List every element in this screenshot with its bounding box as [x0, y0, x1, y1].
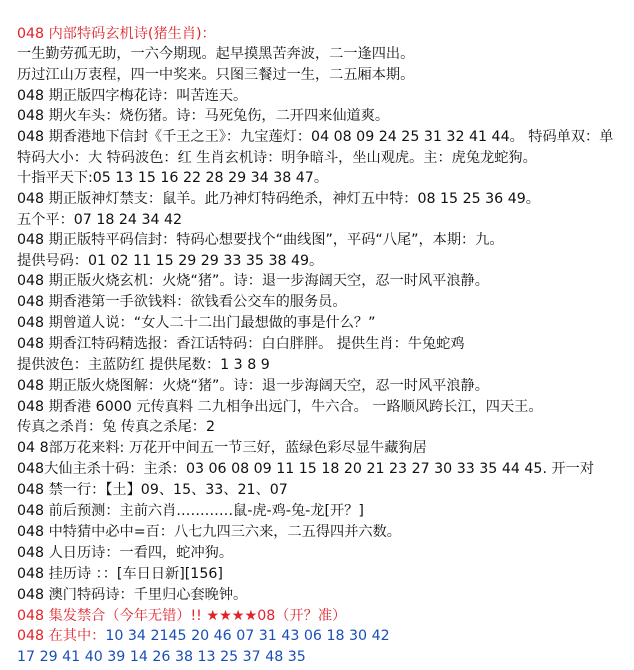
line-text: 一生勤劳孤无助，一六今期现。起早摸黑苦奔波，二一逢四出。: [17, 46, 415, 62]
line-text: 048 集发禁合（今年无错）!! ★★★★08（开？准）: [17, 608, 347, 624]
line-text: 提供波色：主蓝防红 提供尾数：1 3 8 9: [17, 357, 270, 373]
line-text: 特码大小：大 特码波色：红 生肖玄机诗：明争暗斗，坐山观虎。主：虎兔龙蛇狗。: [17, 150, 537, 166]
line-text: 10 34 2145 20 46 07 31 43 06 18 30 42: [105, 628, 390, 644]
document-line: [17, 606, 628, 626]
document-line: [17, 24, 628, 44]
document-line: [17, 210, 628, 230]
document-line: [17, 44, 628, 64]
line-text: 五个平：07 18 24 34 42: [17, 212, 183, 228]
line-text: 04 8部万花来料: 万花开中间五一节三好，蓝绿色彩尽显牛藏狗居: [17, 440, 427, 456]
document-line: [17, 564, 628, 584]
line-text: 十指平天下:05 13 15 16 22 28 29 34 38 47。: [17, 170, 329, 186]
line-text: 048 期曾道人说：“女人二十二出门最想做的事是什么？”: [17, 315, 376, 331]
line-text: 048 期正版四字梅花诗：叫苦连天。: [17, 88, 248, 104]
document-line: [17, 230, 628, 250]
line-text: 048 期正版神灯禁支：鼠羊。此乃神灯特码绝杀，神灯五中特：08 15 25 36 49。: [17, 191, 540, 207]
document-line: [17, 501, 628, 521]
line-text: 048 人日历诗：一看四，蛇冲狗。: [17, 545, 234, 561]
document-line: [17, 251, 628, 271]
line-text: 17 29 41 40 39 14 26 38 13 25 37 48 35: [17, 649, 306, 665]
document-line: [17, 522, 628, 542]
line-text: 048 内部特码玄机诗(猪生肖)：: [17, 26, 216, 42]
document-line: [17, 417, 628, 437]
line-text: 048 禁一行：【土】09、15、33、21、07: [17, 482, 288, 498]
document-line: [17, 397, 628, 417]
line-text: 048 前后预测：主前六肖…………鼠-虎-鸡-兔-龙[开？]: [17, 503, 364, 519]
line-text: 048 期香江特码精选报：香江话特码：白白胖胖。 提供生肖：牛兔蛇鸡: [17, 336, 465, 352]
document-line: [17, 647, 628, 667]
document-line: [17, 480, 628, 500]
line-text: 历过江山万衷程，四一中奖来。只图三餐过一生，二五厢本期。: [17, 67, 415, 83]
line-text: 048 期香港第一手欲钱料：欲钱看公交车的服务员。: [17, 294, 347, 310]
document-line: [17, 438, 628, 458]
document-line: [17, 313, 628, 333]
document-line: [17, 334, 628, 354]
document-line: [17, 626, 628, 646]
document-line: [17, 106, 628, 126]
line-text: 048 期正版火烧图解：火烧“猪”。诗：退一步海阔天空，忍一时风平浪静。: [17, 378, 489, 394]
document-line: [17, 459, 628, 479]
document-line: [17, 376, 628, 396]
line-text: 048 期正版火烧玄机：火烧“猪”。诗：退一步海阔天空，忍一时风平浪静。: [17, 273, 489, 289]
document-line: [17, 585, 628, 605]
document-line: [17, 86, 628, 106]
line-text: 048大仙主杀十码：主杀：03 06 08 09 11 15 18 20 21 23 27 30 33 35 44 45. 开一对: [17, 461, 595, 477]
document-line: [17, 148, 628, 168]
line-text: 048 中特猜中必中=百：八七九四三六来，二五得四并六数。: [17, 524, 401, 540]
line-text: 048 期火车头：烧伤猪。诗：马死兔伤，二开四来仙道爽。: [17, 108, 390, 124]
line-text: 048 期香港地下信封《千王之王》：九宝莲灯：04 08 09 24 25 31 32 41 44。 特码单双：单: [17, 129, 614, 145]
line-text: 提供号码：01 02 11 15 29 29 33 35 38 49。: [17, 253, 324, 269]
document-line: [17, 189, 628, 209]
line-text: 048 在其中：: [17, 628, 106, 644]
document-line: [17, 168, 628, 188]
document-line: [17, 292, 628, 312]
document-line: [17, 271, 628, 291]
line-text: 048 期正版特平码信封：特码心想要找个“曲线图”，平码“八尾”，本期：九。: [17, 232, 504, 248]
document-line: [17, 65, 628, 85]
document-line: [17, 355, 628, 375]
document-line: [17, 127, 628, 147]
document-line: [17, 543, 628, 563]
line-text: 048 挂历诗 ：：[车日日新][156]: [17, 566, 223, 582]
line-text: 048 澳门特码诗：千里归心套晚钟。: [17, 587, 248, 603]
line-text: 048 期香港 6000 元传真料 二九相争出远门，牛六合。 一路顺风跨长江，四天王。: [17, 399, 543, 415]
line-text: 传真之杀肖：兔 传真之杀尾：2: [17, 419, 215, 435]
